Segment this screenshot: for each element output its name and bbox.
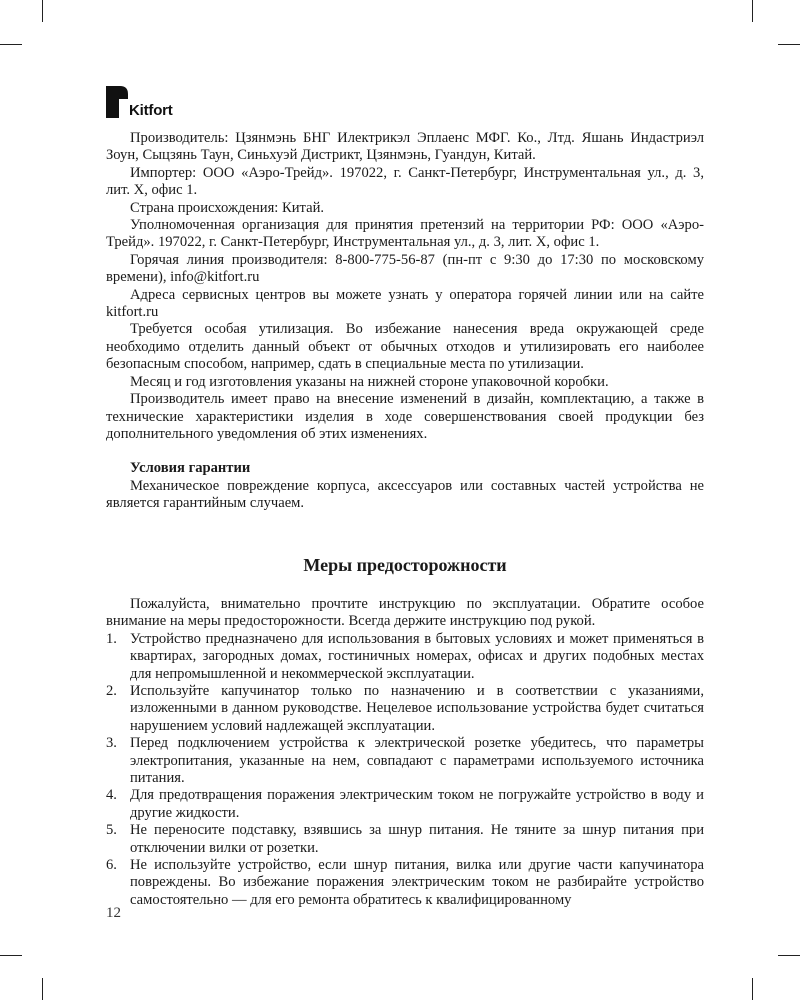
crop-mark-bottom-right-h [778,955,800,956]
warranty-title: Условия гарантии [130,460,251,477]
list-item [106,822,704,857]
crop-mark-top-right-h [778,44,800,45]
crop-mark-top-right [752,0,753,22]
precautions-list [106,631,704,910]
crop-mark-bottom-right [752,978,753,1000]
info-paragraph: Требуется особая утилизация. Во избежание нанесения вреда окружающей среде необходимо отделить данный объект от обычных отходов и утилизировать его наиболее безопасным способом, например, сдать в специальные места по утилизации. [106,321,704,373]
info-paragraph: Импортер: ООО «Аэро-Трейд». 197022, г. Санкт-Петербург, Инструментальная ул., д. 3, лит. Х, офис 1. [106,164,704,199]
list-item-number: 1. [106,630,117,647]
precautions-intro: Пожалуйста, внимательно прочтите инструкцию по эксплуатации. Обратите особое внимание на меры предосторожности. Всегда держите инструкцию под рукой. [106,595,704,630]
list-item-text: Для предотвращения поражения электрическим током не погружайте устройство в воду и другие жидкости. [130,787,704,821]
list-item-text: Не используйте устройство, если шнур питания, вилка или другие части капучинатора повреждены. Во избежание поражения электрическим током не разбирайте устройство самостоятельно — для его ремонта обратитесь к квалифицированному [130,857,704,908]
list-item-text: Используйте капучинатор только по назначению и в соответствии с указаниями, изложенными в данном руководстве. Нецелевое использование устройства будет считаться нарушением условий надлежащей эксплуатации. [130,682,704,734]
info-paragraph: Адреса сервисных центров вы можете узнать у оператора горячей линии или на сайте kitfort.ru [106,286,704,321]
list-item [106,857,704,909]
warranty-text: Механическое повреждение корпуса, аксессуаров или составных частей устройства не является гарантийным случаем. [106,477,704,512]
list-item-number: 4. [106,787,117,804]
crop-mark-top-left-h [0,44,22,45]
info-paragraph: Производитель имеет право на внесение изменений в дизайн, комплектацию, а также в технические характеристики изделия в ходе совершенствования своей продукции без дополнительного уведомления об этих изменениях. [106,391,704,442]
info-paragraph: Горячая линия производителя: 8-800-775-56-87 (пн-пт с 9:30 до 17:30 по московскому времени), info@kitfort.ru [106,251,704,286]
page-number: 12 [106,905,121,921]
info-paragraph: Уполномоченная организация для принятия претензий на территории РФ: ООО «Аэро-Трейд». 197022, г. Санкт-Петербург, Инструментальная ул., д. 3, лит. Х, офис 1. [106,217,704,251]
brand-name: Kitfort [129,102,173,119]
list-item-number: 6. [106,857,117,874]
kitfort-logo-icon [106,86,128,118]
info-paragraph: Страна происхождения: Китай. [130,199,325,216]
crop-mark-top-left [42,0,43,22]
list-item-number: 3. [106,735,117,752]
list-item-number: 5. [106,822,117,839]
list-item-text: Не переносите подставку, взявшись за шнур питания. Не тяните за шнур питания при отключении вилки от розетки. [130,822,704,856]
list-item [106,683,704,735]
list-item-number: 2. [106,682,117,699]
list-item [106,735,704,787]
list-item-text: Перед подключением устройства к электрической розетке убедитесь, что параметры электропитания, указанные на нем, совпадают с параметрами используемого источника питания. [130,735,704,786]
crop-mark-bottom-left [42,978,43,1000]
list-item [106,631,704,683]
page-content [106,130,704,909]
crop-mark-bottom-left-h [0,955,22,956]
brand-logo [106,86,173,118]
list-item-text: Устройство предназначено для использования в бытовых условиях и может применяться в квартирах, загородных домах, гостиничных номерах, офисах и других подобных местах для непромышленной и некоммерческой эксплуатации. [130,630,704,682]
info-paragraph: Месяц и год изготовления указаны на нижней стороне упаковочной коробки. [130,373,609,390]
list-item [106,787,704,822]
info-paragraph: Производитель: Цзянмэнь БНГ Илектрикэл Эплаенс МФГ. Ко., Лтд. Яшань Индастриэл Зоун, Сыцзянь Таун, Синьхуэй Дистрикт, Цзянмэнь, Гуандун, Китай. [106,130,704,164]
precautions-title: Меры предосторожности [303,554,507,575]
